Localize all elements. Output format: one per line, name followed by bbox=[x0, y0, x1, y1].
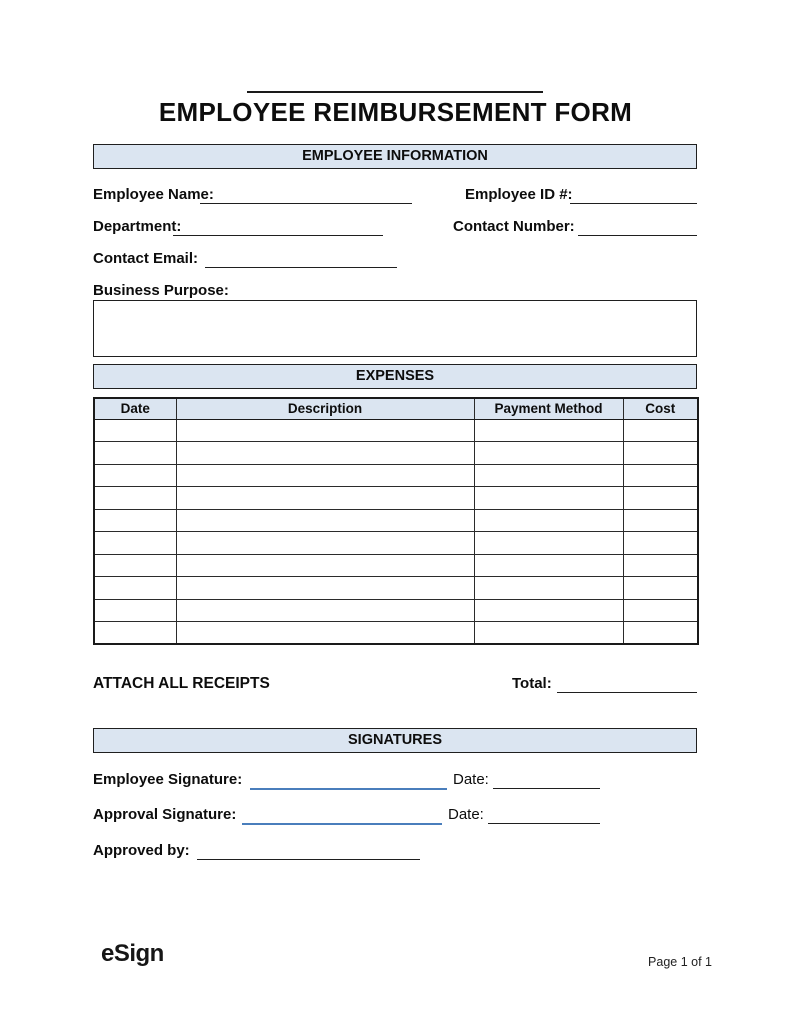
expense-cell[interactable] bbox=[176, 622, 474, 645]
total-label: Total: bbox=[512, 675, 552, 692]
contact-email-label: Contact Email: bbox=[93, 250, 199, 267]
page-indicator: Page 1 of 1 bbox=[648, 955, 712, 969]
expense-cell[interactable] bbox=[94, 509, 176, 532]
expense-cell[interactable] bbox=[623, 577, 698, 600]
expense-cell[interactable] bbox=[623, 442, 698, 465]
expense-cell[interactable] bbox=[623, 509, 698, 532]
expense-cell[interactable] bbox=[176, 442, 474, 465]
business-purpose-box[interactable] bbox=[93, 300, 697, 357]
contact-email-field[interactable] bbox=[205, 267, 397, 268]
expense-cell[interactable] bbox=[176, 509, 474, 532]
employee-id-label: Employee ID #: bbox=[465, 186, 573, 203]
employee-name-label: Employee Name: bbox=[93, 186, 214, 203]
expense-cell[interactable] bbox=[623, 419, 698, 442]
column-header-description: Description bbox=[176, 398, 474, 419]
expense-cell[interactable] bbox=[474, 509, 623, 532]
section-header-employee-information: EMPLOYEE INFORMATION bbox=[93, 144, 697, 169]
approval-signature-date-label: Date: bbox=[448, 806, 484, 823]
approved-by-label: Approved by: bbox=[93, 842, 190, 859]
expenses-header-row bbox=[94, 398, 698, 419]
expense-cell[interactable] bbox=[176, 577, 474, 600]
expense-cell[interactable] bbox=[94, 442, 176, 465]
approved-by-field[interactable] bbox=[197, 859, 420, 860]
business-purpose-label: Business Purpose: bbox=[93, 282, 229, 299]
department-field[interactable] bbox=[173, 235, 383, 236]
employee-id-field[interactable] bbox=[570, 203, 697, 204]
expense-cell[interactable] bbox=[176, 419, 474, 442]
expense-cell[interactable] bbox=[623, 599, 698, 622]
employee-signature-date-label: Date: bbox=[453, 771, 489, 788]
expense-cell[interactable] bbox=[623, 487, 698, 510]
expense-cell[interactable] bbox=[176, 487, 474, 510]
department-label: Department: bbox=[93, 218, 182, 235]
brand-logo: eSign bbox=[101, 940, 164, 967]
section-header-signatures: SIGNATURES bbox=[93, 728, 697, 753]
expense-cell[interactable] bbox=[623, 622, 698, 645]
page-title: EMPLOYEE REIMBURSEMENT FORM bbox=[158, 97, 633, 127]
expense-cell[interactable] bbox=[94, 419, 176, 442]
expense-cell[interactable] bbox=[474, 419, 623, 442]
expense-cell[interactable] bbox=[94, 622, 176, 645]
title-overline bbox=[247, 91, 543, 93]
expenses-table bbox=[93, 397, 699, 645]
expense-row bbox=[94, 419, 698, 442]
column-header-cost: Cost bbox=[623, 398, 698, 419]
expense-cell[interactable] bbox=[474, 599, 623, 622]
expense-cell[interactable] bbox=[474, 442, 623, 465]
expense-row bbox=[94, 487, 698, 510]
expense-cell[interactable] bbox=[94, 532, 176, 555]
expense-cell[interactable] bbox=[474, 532, 623, 555]
attach-receipts-note: ATTACH ALL RECEIPTS bbox=[93, 675, 270, 692]
approval-signature-label: Approval Signature: bbox=[93, 806, 237, 823]
expense-row bbox=[94, 554, 698, 577]
expense-cell[interactable] bbox=[94, 464, 176, 487]
expense-cell[interactable] bbox=[474, 487, 623, 510]
approval-signature-date-field[interactable] bbox=[488, 823, 600, 824]
expense-cell[interactable] bbox=[94, 577, 176, 600]
expense-cell[interactable] bbox=[623, 554, 698, 577]
expense-cell[interactable] bbox=[176, 532, 474, 555]
column-header-payment-method: Payment Method bbox=[474, 398, 623, 419]
expense-row bbox=[94, 532, 698, 555]
expense-cell[interactable] bbox=[176, 464, 474, 487]
expense-cell[interactable] bbox=[474, 464, 623, 487]
section-header-expenses: EXPENSES bbox=[93, 364, 697, 389]
expense-row bbox=[94, 442, 698, 465]
column-header-date: Date bbox=[94, 398, 176, 419]
expense-row bbox=[94, 599, 698, 622]
expense-cell[interactable] bbox=[474, 622, 623, 645]
expense-row bbox=[94, 622, 698, 645]
expense-row bbox=[94, 577, 698, 600]
expense-row bbox=[94, 509, 698, 532]
employee-signature-field[interactable] bbox=[250, 788, 447, 790]
expense-cell[interactable] bbox=[474, 554, 623, 577]
expenses-table-body bbox=[94, 419, 698, 644]
expense-cell[interactable] bbox=[623, 464, 698, 487]
employee-signature-date-field[interactable] bbox=[493, 788, 600, 789]
expense-cell[interactable] bbox=[94, 487, 176, 510]
approval-signature-field[interactable] bbox=[242, 823, 442, 825]
expense-cell[interactable] bbox=[474, 577, 623, 600]
employee-signature-label: Employee Signature: bbox=[93, 771, 243, 788]
total-field[interactable] bbox=[557, 692, 697, 693]
contact-number-field[interactable] bbox=[578, 235, 697, 236]
expense-cell[interactable] bbox=[176, 554, 474, 577]
expense-cell[interactable] bbox=[94, 554, 176, 577]
expense-row bbox=[94, 464, 698, 487]
expense-cell[interactable] bbox=[623, 532, 698, 555]
employee-name-field[interactable] bbox=[200, 203, 412, 204]
expense-cell[interactable] bbox=[176, 599, 474, 622]
contact-number-label: Contact Number: bbox=[453, 218, 575, 235]
expense-cell[interactable] bbox=[94, 599, 176, 622]
